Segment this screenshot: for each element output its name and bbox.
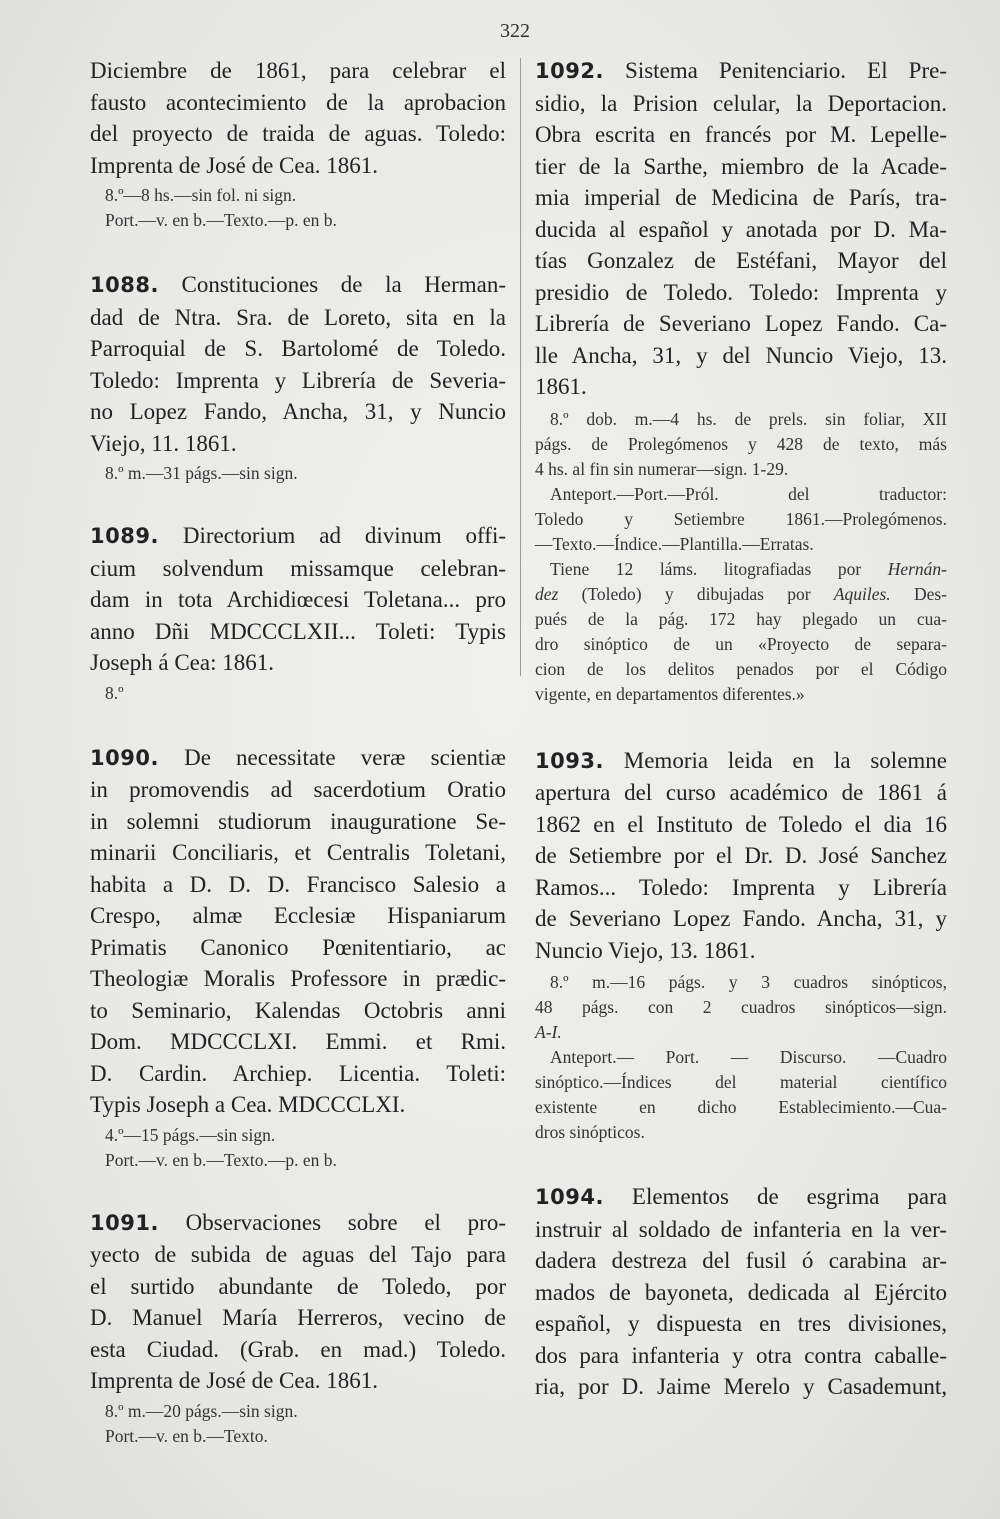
entry-number: 1093. bbox=[535, 748, 604, 773]
note-line: 48 págs. con 2 cuadros sinópticos—sign. bbox=[535, 997, 947, 1017]
note-line: Port.—v. en b.—Texto. bbox=[105, 1425, 268, 1446]
note-text: Des- bbox=[913, 583, 947, 604]
entry-line: mia imperial de Medicina de París, tra- bbox=[535, 185, 947, 210]
entry-1090 bbox=[90, 742, 506, 1173]
entry-line bbox=[535, 745, 947, 778]
entry-line: instruir al soldado de infanteria en la ver- bbox=[535, 1216, 947, 1242]
note-line: 8.º bbox=[105, 682, 124, 703]
entry-line bbox=[535, 55, 947, 88]
note-line: 8.º dob. m.—4 hs. de prels. sin foliar, XII bbox=[550, 408, 947, 429]
entry-1089 bbox=[90, 520, 506, 706]
entry-notes bbox=[90, 183, 506, 233]
entry-1091 bbox=[90, 1207, 506, 1449]
note-line: sinóptico.—Índices del material científico bbox=[535, 1072, 947, 1092]
entry-line: Toledo: Imprenta y Librería de Severia- bbox=[90, 367, 506, 393]
entry-line: mados de bayoneta, dedicada al Ejército bbox=[535, 1279, 947, 1305]
entry-line: habita a D. D. D. Francisco Salesio a bbox=[90, 871, 506, 897]
artist-name: Hernán- bbox=[887, 558, 948, 579]
note-line: —Texto.—Índice.—Plantilla.—Erratas. bbox=[535, 533, 814, 554]
entry-line: de Severiano Lopez Fando. Ancha, 31, y bbox=[535, 906, 947, 931]
note-line: dro sinóptico de un «Proyecto de separa- bbox=[535, 633, 947, 654]
left-column bbox=[90, 55, 506, 1475]
entry-line: lle Ancha, 31, y del Nuncio Viejo, 13. bbox=[535, 342, 947, 368]
entry-first-line: Directorium ad divinum offi- bbox=[182, 523, 506, 548]
entry-line: Theologiæ Moralis Professore in prædic- bbox=[90, 966, 506, 991]
entry-line: Librería de Severiano Lopez Fando. Ca- bbox=[535, 311, 947, 336]
note-text: Tiene 12 láms. litografiadas por bbox=[550, 558, 862, 579]
note-line: Anteport.— Port. — Discurso. —Cuadro bbox=[550, 1047, 947, 1067]
entry-line bbox=[90, 1207, 506, 1240]
entry-line: dam in tota Archidiœcesi Toletana... pro bbox=[90, 587, 506, 612]
entry-line: tías Gonzalez de Estéfani, Mayor del bbox=[535, 248, 947, 273]
entry-line: dadera destreza del fusil ó carabina ar- bbox=[535, 1248, 947, 1273]
entry-line: Obra escrita en francés por M. Lepelle- bbox=[535, 122, 947, 147]
note-line: pués de la pág. 172 hay plegado un cua- bbox=[535, 608, 947, 629]
entry-line: yecto de subida de aguas del Tajo para bbox=[90, 1242, 506, 1267]
entry-notes bbox=[535, 407, 947, 707]
entry-line bbox=[90, 269, 506, 302]
entry-line: Dom. MDCCCLXI. Emmi. et Rmi. bbox=[90, 1029, 506, 1054]
page-number: 322 bbox=[500, 20, 530, 42]
entry-number: 1088. bbox=[90, 273, 159, 297]
entry-first-line: Memoria leida en la solemne bbox=[623, 747, 948, 773]
note-line: 8.º m.—31 págs.—sin sign. bbox=[105, 463, 298, 483]
entry-line: apertura del curso académico de 1861 á bbox=[535, 780, 947, 805]
entry-line: dos para infanteria y otra contra caballe- bbox=[535, 1342, 947, 1368]
entry-continued bbox=[90, 55, 506, 233]
note-line: 8.º—8 hs.—sin fol. ni sign. bbox=[105, 185, 297, 205]
column-divider bbox=[520, 58, 521, 676]
entry-1092 bbox=[535, 55, 947, 707]
note-line: Anteport.—Port.—Pról. del traductor: bbox=[550, 483, 947, 504]
entry-line: Nuncio Viejo, 13. 1861. bbox=[535, 937, 756, 963]
entry-number: 1090. bbox=[90, 745, 159, 770]
note-line: Port.—v. en b.—Texto.—p. en b. bbox=[105, 1149, 337, 1170]
entry-number: 1091. bbox=[90, 1210, 159, 1235]
entry-line: cium solvendum missamque celebran- bbox=[90, 555, 506, 581]
entry-line: no Lopez Fando, Ancha, 31, y Nuncio bbox=[90, 399, 506, 424]
entry-line: Joseph á Cea: 1861. bbox=[90, 650, 274, 675]
entry-number: 1089. bbox=[90, 524, 159, 548]
artist-name: dez bbox=[535, 583, 559, 604]
note-line: 4.º—15 págs.—sin sign. bbox=[105, 1124, 276, 1145]
note-line: págs. de Prolegómenos y 428 de texto, más bbox=[535, 433, 947, 454]
note-line: 4 hs. al fin sin numerar—sign. 1-29. bbox=[535, 458, 789, 479]
entry-line bbox=[90, 742, 506, 775]
entry-notes bbox=[90, 681, 506, 706]
entry-line: Viejo, 11. 1861. bbox=[90, 430, 237, 456]
entry-line: Ramos... Toledo: Imprenta y Librería bbox=[535, 874, 947, 900]
note-line bbox=[535, 582, 947, 607]
entry-1093 bbox=[535, 745, 947, 1146]
entry-line: español, y dispuesta en tres divisiones, bbox=[535, 1311, 947, 1336]
artist-name: Aquiles. bbox=[833, 583, 891, 604]
note-line: Toledo y Setiembre 1861.—Prolegómenos. bbox=[535, 508, 947, 529]
entry-line: presidio de Toledo. Toledo: Imprenta y bbox=[535, 279, 947, 305]
entry-line: de Setiembre por el Dr. D. José Sanchez bbox=[535, 843, 947, 868]
note-line: vigente, en departamentos diferentes.» bbox=[535, 683, 805, 704]
entry-first-line: Constituciones de la Herman- bbox=[181, 272, 507, 297]
entry-line: in solemni studiorum inauguratione Se- bbox=[90, 808, 506, 834]
entry-line: anno Dñi MDCCCLXII... Toleti: Typis bbox=[90, 618, 506, 644]
entry-line: Primatis Canonico Pœnitentiario, ac bbox=[90, 934, 506, 960]
entry-line: minarii Conciliaris, et Centralis Toletani, bbox=[90, 840, 506, 865]
entry-line: Imprenta de José de Cea. 1861. bbox=[90, 1368, 379, 1393]
entry-line: in promovendis ad sacerdotium Oratio bbox=[90, 777, 506, 802]
note-line: cion de los delitos penados por el Código bbox=[535, 658, 947, 679]
entry-line bbox=[90, 520, 506, 553]
entry-first-line: Sistema Penitenciario. El Pre- bbox=[625, 58, 947, 83]
entry-line: esta Ciudad. (Grab. en mad.) Toledo. bbox=[90, 1336, 506, 1362]
entry-line: Diciembre de 1861, para celebrar el bbox=[90, 58, 506, 83]
entry-line: D. Manuel María Herreros, vecino de bbox=[90, 1305, 506, 1330]
right-column bbox=[535, 55, 947, 1429]
entry-line: 1861. bbox=[535, 374, 587, 399]
entry-line bbox=[535, 1181, 947, 1214]
note-text: (Toledo) y dibujadas por bbox=[581, 583, 811, 604]
entry-number: 1094. bbox=[535, 1185, 604, 1209]
entry-line: fausto acontecimiento de la aprobacion bbox=[90, 89, 506, 115]
entry-1094 bbox=[535, 1181, 947, 1403]
entry-line: Typis Joseph a Cea. MDCCCLXI. bbox=[90, 1092, 406, 1117]
entry-line: Parroquial de S. Bartolomé de Toledo. bbox=[90, 336, 506, 361]
entry-first-line: Observaciones sobre el pro- bbox=[185, 1209, 506, 1235]
note-line bbox=[535, 557, 947, 582]
entry-line: Imprenta de José de Cea. 1861. bbox=[90, 152, 379, 178]
note-line: 8.º m.—16 págs. y 3 cuadros sinópticos, bbox=[550, 972, 947, 992]
entry-line: tier de la Sarthe, miembro de la Acade- bbox=[535, 153, 947, 179]
entry-line: ducida al español y anotada por D. Ma- bbox=[535, 216, 947, 242]
entry-1088 bbox=[90, 269, 506, 486]
entry-first-line: De necessitate veræ scientiæ bbox=[184, 744, 506, 770]
note-line: Port.—v. en b.—Texto.—p. en b. bbox=[105, 210, 337, 230]
entry-notes bbox=[535, 970, 947, 1145]
note-line: A-I. bbox=[535, 1022, 562, 1042]
entry-line: ria, por D. Jaime Merelo y Casademunt, bbox=[535, 1374, 947, 1399]
entry-line: Crespo, almæ Ecclesiæ Hispaniarum bbox=[90, 903, 506, 928]
entry-number: 1092. bbox=[535, 59, 604, 83]
entry-line: sidio, la Prision celular, la Deportacion. bbox=[535, 90, 947, 116]
entry-notes bbox=[90, 1399, 506, 1449]
note-line: 8.º m.—20 págs.—sin sign. bbox=[105, 1400, 298, 1421]
entry-first-line: Elementos de esgrima para bbox=[631, 1184, 947, 1209]
note-line: dros sinópticos. bbox=[535, 1122, 645, 1142]
entry-line: del proyecto de traida de aguas. Toledo: bbox=[90, 121, 506, 146]
entry-line: el surtido abundante de Toledo, por bbox=[90, 1273, 506, 1299]
entry-notes bbox=[90, 1123, 506, 1173]
entry-notes bbox=[90, 461, 506, 486]
note-line: existente en dicho Establecimiento.—Cua- bbox=[535, 1097, 947, 1117]
entry-line: dad de Ntra. Sra. de Loreto, sita en la bbox=[90, 304, 506, 330]
entry-line: 1862 en el Instituto de Toledo el dia 16 bbox=[535, 811, 947, 837]
entry-line: D. Cardin. Archiep. Licentia. Toleti: bbox=[90, 1060, 506, 1086]
entry-line: to Seminario, Kalendas Octobris anni bbox=[90, 997, 506, 1023]
